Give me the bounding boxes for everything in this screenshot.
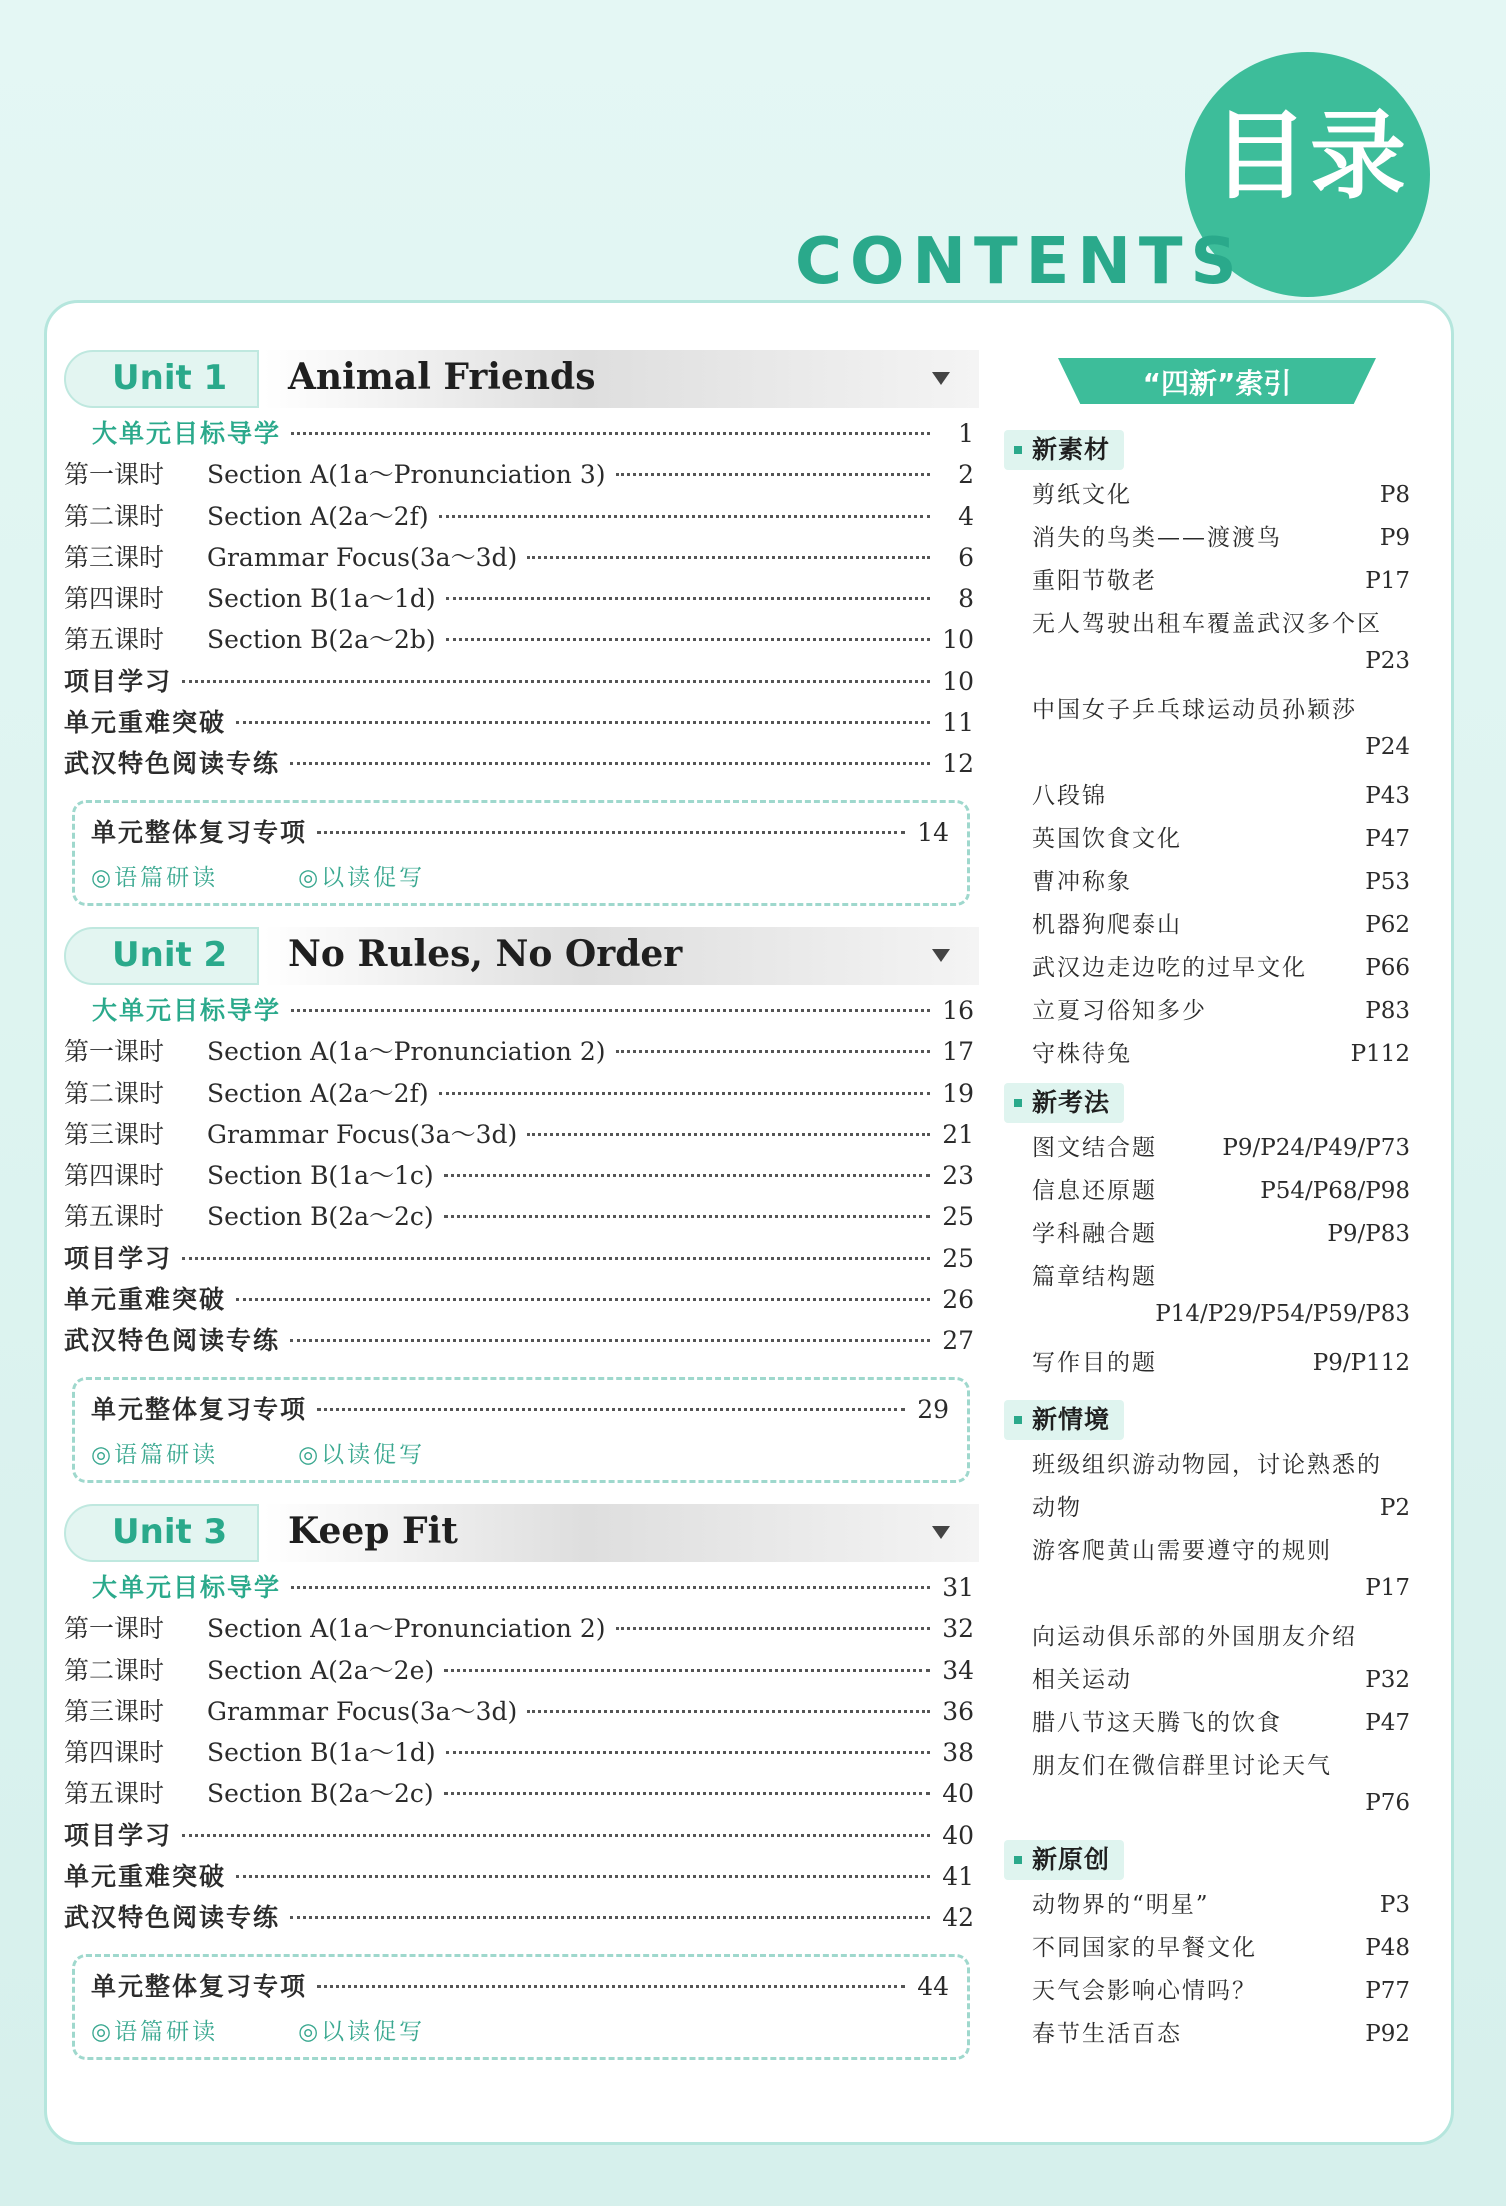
lesson-name: Section B(2a～2c) — [207, 1202, 434, 1232]
index-topic: 信息还原题 — [1032, 1178, 1157, 1204]
leader-dots — [317, 1985, 905, 1988]
leader-dots — [446, 1751, 930, 1754]
unit-title: Animal Friends — [288, 356, 596, 398]
toc-row-extra[interactable] — [64, 703, 974, 744]
review-tag-reading: ◎语篇研读 — [91, 2018, 219, 2045]
toc-row-lesson[interactable] — [64, 1032, 974, 1073]
review-label: 单元整体复习专项 — [91, 817, 308, 847]
index-topic: 篇章结构题 — [1032, 1264, 1157, 1290]
page-number: 8 — [958, 584, 974, 614]
toc-row-extra[interactable] — [64, 1898, 974, 1939]
index-page-ref: P9 — [1379, 525, 1410, 551]
leader-dots — [439, 1092, 930, 1095]
index-page-ref: P112 — [1350, 1041, 1410, 1067]
toc-row-lesson[interactable] — [64, 538, 974, 579]
toc-row-goal[interactable] — [64, 991, 974, 1032]
goal-label: 大单元目标导学 — [92, 1573, 282, 1602]
chevron-down-icon[interactable] — [932, 1526, 950, 1539]
index-row[interactable] — [1000, 777, 1410, 820]
index-page-ref: P92 — [1365, 2021, 1410, 2047]
leader-dots — [236, 1298, 930, 1301]
index-row[interactable] — [1000, 1129, 1410, 1172]
toc-row-extra[interactable] — [64, 662, 974, 703]
page-number: 11 — [942, 708, 974, 738]
extra-label: 项目学习 — [64, 1243, 173, 1273]
index-banner-label: “四新”索引 — [1142, 367, 1292, 400]
index-page-ref: P23 — [1365, 648, 1410, 674]
lesson-name: Section A(1a～Pronunciation 2) — [207, 1614, 606, 1644]
index-page-ref: P14/P29/P54/P59/P83 — [1155, 1301, 1410, 1327]
index-page-ref: P48 — [1365, 1935, 1410, 1961]
toc-row-lesson[interactable] — [64, 455, 974, 496]
page-title-cn: 目录 — [1212, 100, 1408, 212]
lesson-name: Section B(1a～1c) — [207, 1161, 434, 1191]
toc-row-lesson[interactable] — [64, 497, 974, 538]
page-number: 34 — [942, 1655, 974, 1685]
index-topic: 消失的鸟类——渡渡鸟 — [1032, 525, 1282, 551]
leader-dots — [290, 1916, 930, 1919]
index-page-ref: P43 — [1365, 783, 1410, 809]
unit-header[interactable] — [64, 927, 974, 985]
unit-block — [64, 350, 974, 906]
review-box[interactable] — [72, 1377, 970, 1483]
index-row[interactable] — [1000, 1344, 1410, 1387]
toc-row-lesson[interactable] — [64, 1692, 974, 1733]
toc-row-extra[interactable] — [64, 1816, 974, 1857]
leader-dots — [290, 1339, 930, 1342]
toc-row-lesson[interactable] — [64, 1156, 974, 1197]
lesson-label: 第二课时 — [64, 1078, 165, 1108]
leader-dots — [317, 1408, 905, 1411]
index-heading-label: 新考法 — [1032, 1088, 1111, 1117]
extra-label: 武汉特色阅读专练 — [64, 1326, 281, 1356]
page-number: 31 — [942, 1573, 974, 1602]
lesson-label: 第三课时 — [64, 1696, 165, 1726]
page-number: 6 — [958, 542, 974, 572]
leader-dots — [616, 1050, 930, 1053]
index-topic: 不同国家的早餐文化 — [1032, 1935, 1257, 1961]
toc-row-lesson[interactable] — [64, 1609, 974, 1650]
index-section-heading — [1004, 1083, 1410, 1123]
leader-dots — [182, 1834, 930, 1837]
square-bullet-icon — [1014, 1099, 1022, 1107]
index-topic: 中国女子乒乓球运动员孙颖莎 — [1032, 697, 1357, 723]
extra-label: 项目学习 — [64, 1820, 173, 1850]
index-row[interactable] — [1000, 1532, 1410, 1575]
index-topic: 腊八节这天腾飞的饮食 — [1032, 1710, 1282, 1736]
lesson-name: Grammar Focus(3a～3d) — [207, 1696, 518, 1726]
toc-row-lesson[interactable] — [64, 1197, 974, 1238]
index-page-ref: P53 — [1365, 869, 1410, 895]
index-row[interactable] — [1000, 1661, 1410, 1704]
index-row[interactable] — [1000, 691, 1410, 734]
index-row[interactable] — [1000, 1972, 1410, 2015]
index-row[interactable] — [1000, 1258, 1410, 1301]
toc-row-goal[interactable] — [64, 414, 974, 455]
unit-header[interactable] — [64, 1504, 974, 1562]
unit-block — [64, 927, 974, 1483]
toc-row-extra[interactable] — [64, 744, 974, 785]
leader-dots — [290, 762, 930, 765]
toc-row-extra[interactable] — [64, 1321, 974, 1362]
leader-dots — [444, 1215, 930, 1218]
index-page-ref: P47 — [1365, 1710, 1410, 1736]
index-page-ref: P17 — [1365, 1575, 1410, 1601]
index-topic: 游客爬黄山需要遵守的规则 — [1032, 1538, 1332, 1564]
index-section — [1000, 1840, 1410, 2058]
review-tags — [91, 2013, 505, 2046]
toc-row-lesson[interactable] — [64, 1774, 974, 1815]
toc-row-lesson[interactable] — [64, 620, 974, 661]
review-box[interactable] — [72, 1954, 970, 2060]
index-topic: 写作目的题 — [1032, 1350, 1157, 1376]
leader-dots — [446, 638, 930, 641]
index-row[interactable] — [1000, 820, 1410, 863]
unit-block — [64, 1504, 974, 2060]
page-number: 38 — [942, 1738, 974, 1768]
page-title-en: CONTENTS — [795, 225, 1245, 299]
page-number: 2 — [958, 460, 974, 490]
leader-dots — [527, 1710, 930, 1713]
index-row[interactable] — [1000, 1704, 1410, 1747]
leader-dots — [236, 721, 930, 724]
extra-label: 单元重难突破 — [64, 1862, 227, 1892]
leader-dots — [616, 1627, 930, 1630]
index-topic: 八段锦 — [1032, 783, 1107, 809]
index-page-ref: P32 — [1365, 1667, 1410, 1693]
index-row[interactable] — [1000, 648, 1410, 691]
review-tag-writing: ◎以读促写 — [298, 2018, 426, 2045]
page-number: 23 — [942, 1161, 974, 1191]
unit-number: Unit 2 — [112, 935, 228, 975]
index-page-ref: P17 — [1365, 568, 1410, 594]
index-topic: 英国饮食文化 — [1032, 826, 1182, 852]
lesson-label: 第四课时 — [64, 1738, 165, 1768]
index-topic: 向运动俱乐部的外国朋友介绍 — [1032, 1624, 1357, 1650]
square-bullet-icon — [1014, 1856, 1022, 1864]
index-topic: 立夏习俗知多少 — [1032, 998, 1207, 1024]
lesson-name: Section B(1a～1d) — [207, 584, 436, 614]
index-heading-label: 新情境 — [1032, 1405, 1111, 1434]
index-page-ref: P9/P24/P49/P73 — [1222, 1135, 1410, 1161]
review-label: 单元整体复习专项 — [91, 1971, 308, 2001]
index-section-heading — [1004, 430, 1410, 470]
extra-label: 项目学习 — [64, 666, 173, 696]
index-page-ref: P9/P83 — [1327, 1221, 1410, 1247]
chevron-down-icon[interactable] — [932, 949, 950, 962]
index-row[interactable] — [1000, 1790, 1410, 1833]
index-topic: 无人驾驶出租车覆盖武汉多个区 — [1032, 611, 1382, 637]
unit-title: Keep Fit — [288, 1510, 458, 1552]
lesson-name: Section B(2a～2b) — [207, 625, 436, 655]
lesson-label: 第四课时 — [64, 1161, 165, 1191]
toc-row-lesson[interactable] — [64, 1115, 974, 1156]
review-tag-reading: ◎语篇研读 — [91, 864, 219, 891]
unit-title: No Rules, No Order — [288, 933, 683, 975]
review-box[interactable] — [72, 800, 970, 906]
index-row[interactable] — [1000, 992, 1410, 1035]
leader-dots — [236, 1875, 930, 1878]
lesson-label: 第三课时 — [64, 542, 165, 572]
lesson-label: 第二课时 — [64, 1655, 165, 1685]
index-section — [1000, 430, 1410, 1078]
index-page-ref: P9/P112 — [1312, 1350, 1410, 1376]
index-topic: 图文结合题 — [1032, 1135, 1157, 1161]
leader-dots — [291, 1586, 930, 1589]
page-number: 25 — [942, 1243, 974, 1273]
lesson-name: Section A(1a～Pronunciation 3) — [207, 460, 606, 490]
unit-number: Unit 1 — [112, 358, 228, 398]
page-number: 32 — [942, 1614, 974, 1644]
index-page-ref: P24 — [1365, 734, 1410, 760]
square-bullet-icon — [1014, 1416, 1022, 1424]
page-number: 10 — [942, 625, 974, 655]
review-tags — [91, 859, 505, 892]
extra-label: 单元重难突破 — [64, 708, 227, 738]
leader-dots — [527, 556, 930, 559]
index-page-ref: P76 — [1365, 1790, 1410, 1816]
lesson-name: Section A(2a～2f) — [207, 1078, 429, 1108]
page-number: 16 — [942, 996, 974, 1025]
index-topic: 春节生活百态 — [1032, 2021, 1182, 2047]
index-row[interactable] — [1000, 1301, 1410, 1344]
index-row[interactable] — [1000, 1747, 1410, 1790]
unit-number: Unit 3 — [112, 1512, 228, 1552]
lesson-label: 第五课时 — [64, 1779, 165, 1809]
page-number: 42 — [942, 1903, 974, 1933]
lesson-label: 第一课时 — [64, 1614, 165, 1644]
page-number: 25 — [942, 1202, 974, 1232]
toc-row-extra[interactable] — [64, 1857, 974, 1898]
lesson-label: 第五课时 — [64, 1202, 165, 1232]
leader-dots — [317, 831, 905, 834]
lesson-name: Section B(1a～1d) — [207, 1738, 436, 1768]
index-row[interactable] — [1000, 1575, 1410, 1618]
toc-row-goal[interactable] — [64, 1568, 974, 1609]
extra-label: 单元重难突破 — [64, 1285, 227, 1315]
index-page-ref: P77 — [1365, 1978, 1410, 2004]
index-row[interactable] — [1000, 863, 1410, 906]
page-number: 14 — [917, 817, 949, 847]
leader-dots — [291, 1009, 930, 1012]
index-topic: 动物 — [1032, 1495, 1082, 1521]
index-section-heading — [1004, 1400, 1410, 1440]
review-tag-writing: ◎以读促写 — [298, 1441, 426, 1468]
goal-label: 大单元目标导学 — [92, 419, 282, 448]
page-number: 36 — [942, 1696, 974, 1726]
lesson-name: Section A(2a～2e) — [207, 1655, 435, 1685]
index-page-ref: P47 — [1365, 826, 1410, 852]
index-heading-label: 新原创 — [1032, 1845, 1111, 1874]
extra-label: 武汉特色阅读专练 — [64, 749, 281, 779]
leader-dots — [182, 1257, 930, 1260]
index-row[interactable] — [1000, 1172, 1410, 1215]
review-tag-reading: ◎语篇研读 — [91, 1441, 219, 1468]
lesson-name: Grammar Focus(3a～3d) — [207, 542, 518, 572]
toc-row-extra[interactable] — [64, 1280, 974, 1321]
index-topic: 重阳节敬老 — [1032, 568, 1157, 594]
page-number: 29 — [917, 1394, 949, 1424]
index-row[interactable] — [1000, 519, 1410, 562]
index-page-ref: P2 — [1379, 1495, 1410, 1521]
toc-row-lesson[interactable] — [64, 579, 974, 620]
page-number: 19 — [942, 1078, 974, 1108]
index-row[interactable] — [1000, 1929, 1410, 1972]
page-number: 40 — [942, 1779, 974, 1809]
index-topic: 天气会影响心情吗？ — [1032, 1978, 1257, 2004]
index-page-ref: P54/P68/P98 — [1260, 1178, 1410, 1204]
leader-dots — [439, 515, 930, 518]
leader-dots — [291, 432, 930, 435]
toc-row-lesson[interactable] — [64, 1651, 974, 1692]
index-row[interactable] — [1000, 2015, 1410, 2058]
page-number: 12 — [942, 749, 974, 779]
index-topic: 相关运动 — [1032, 1667, 1132, 1693]
index-row[interactable] — [1000, 1035, 1410, 1078]
index-row[interactable] — [1000, 562, 1410, 605]
lesson-name: Section A(2a～2f) — [207, 501, 429, 531]
page-number: 10 — [942, 666, 974, 696]
page-number: 41 — [942, 1862, 974, 1892]
index-topic: 守株待兔 — [1032, 1041, 1132, 1067]
index-topic: 班级组织游动物园，讨论熟悉的 — [1032, 1452, 1382, 1478]
review-tag-writing: ◎以读促写 — [298, 864, 426, 891]
page-number: 40 — [942, 1820, 974, 1850]
page-number: 26 — [942, 1285, 974, 1315]
leader-dots — [182, 680, 930, 683]
toc-row-lesson[interactable] — [64, 1074, 974, 1115]
square-bullet-icon — [1014, 446, 1022, 454]
lesson-name: Grammar Focus(3a～3d) — [207, 1119, 518, 1149]
index-row[interactable] — [1000, 1446, 1410, 1489]
leader-dots — [444, 1669, 930, 1672]
index-section-heading — [1004, 1840, 1410, 1880]
lesson-label: 第五课时 — [64, 625, 165, 655]
review-tags — [91, 1436, 505, 1469]
index-row[interactable] — [1000, 1489, 1410, 1532]
toc-row-extra[interactable] — [64, 1239, 974, 1280]
lesson-label: 第四课时 — [64, 584, 165, 614]
index-row[interactable] — [1000, 476, 1410, 519]
index-page-ref: P8 — [1379, 482, 1410, 508]
lesson-label: 第二课时 — [64, 501, 165, 531]
extra-label: 武汉特色阅读专练 — [64, 1903, 281, 1933]
index-topic: 剪纸文化 — [1032, 482, 1132, 508]
toc-row-lesson[interactable] — [64, 1733, 974, 1774]
index-section — [1000, 1400, 1410, 1833]
page-number: 1 — [958, 419, 974, 448]
index-topic: 学科融合题 — [1032, 1221, 1157, 1247]
lesson-name: Section A(1a～Pronunciation 2) — [207, 1037, 606, 1067]
index-page-ref: P62 — [1365, 912, 1410, 938]
page-number: 4 — [958, 501, 974, 531]
page-number: 27 — [942, 1326, 974, 1356]
lesson-name: Section B(2a～2c) — [207, 1779, 434, 1809]
chevron-down-icon[interactable] — [932, 372, 950, 385]
index-row[interactable] — [1000, 734, 1410, 777]
page-number: 44 — [917, 1971, 949, 2001]
index-row[interactable] — [1000, 1215, 1410, 1258]
leader-dots — [446, 597, 930, 600]
index-topic: 武汉边走边吃的过早文化 — [1032, 955, 1307, 981]
index-section — [1000, 1083, 1410, 1387]
leader-dots — [444, 1792, 930, 1795]
review-label: 单元整体复习专项 — [91, 1394, 308, 1424]
leader-dots — [616, 473, 930, 476]
index-row[interactable] — [1000, 1618, 1410, 1661]
index-topic: 曹冲称象 — [1032, 869, 1132, 895]
leader-dots — [444, 1174, 930, 1177]
index-page-ref: P66 — [1365, 955, 1410, 981]
lesson-label: 第一课时 — [64, 1037, 165, 1067]
index-page-ref: P3 — [1379, 1892, 1410, 1918]
index-row[interactable] — [1000, 605, 1410, 648]
page-number: 21 — [942, 1119, 974, 1149]
index-topic: 朋友们在微信群里讨论天气 — [1032, 1753, 1332, 1779]
index-row[interactable] — [1000, 949, 1410, 992]
page-number: 17 — [942, 1037, 974, 1067]
index-row[interactable] — [1000, 906, 1410, 949]
lesson-label: 第三课时 — [64, 1119, 165, 1149]
leader-dots — [527, 1133, 930, 1136]
goal-label: 大单元目标导学 — [92, 996, 282, 1025]
index-row[interactable] — [1000, 1886, 1410, 1929]
index-topic: 机器狗爬泰山 — [1032, 912, 1182, 938]
unit-header[interactable] — [64, 350, 974, 408]
index-topic: 动物界的“明星” — [1032, 1892, 1210, 1918]
index-heading-label: 新素材 — [1032, 435, 1111, 464]
lesson-label: 第一课时 — [64, 460, 165, 490]
index-page-ref: P83 — [1365, 998, 1410, 1024]
